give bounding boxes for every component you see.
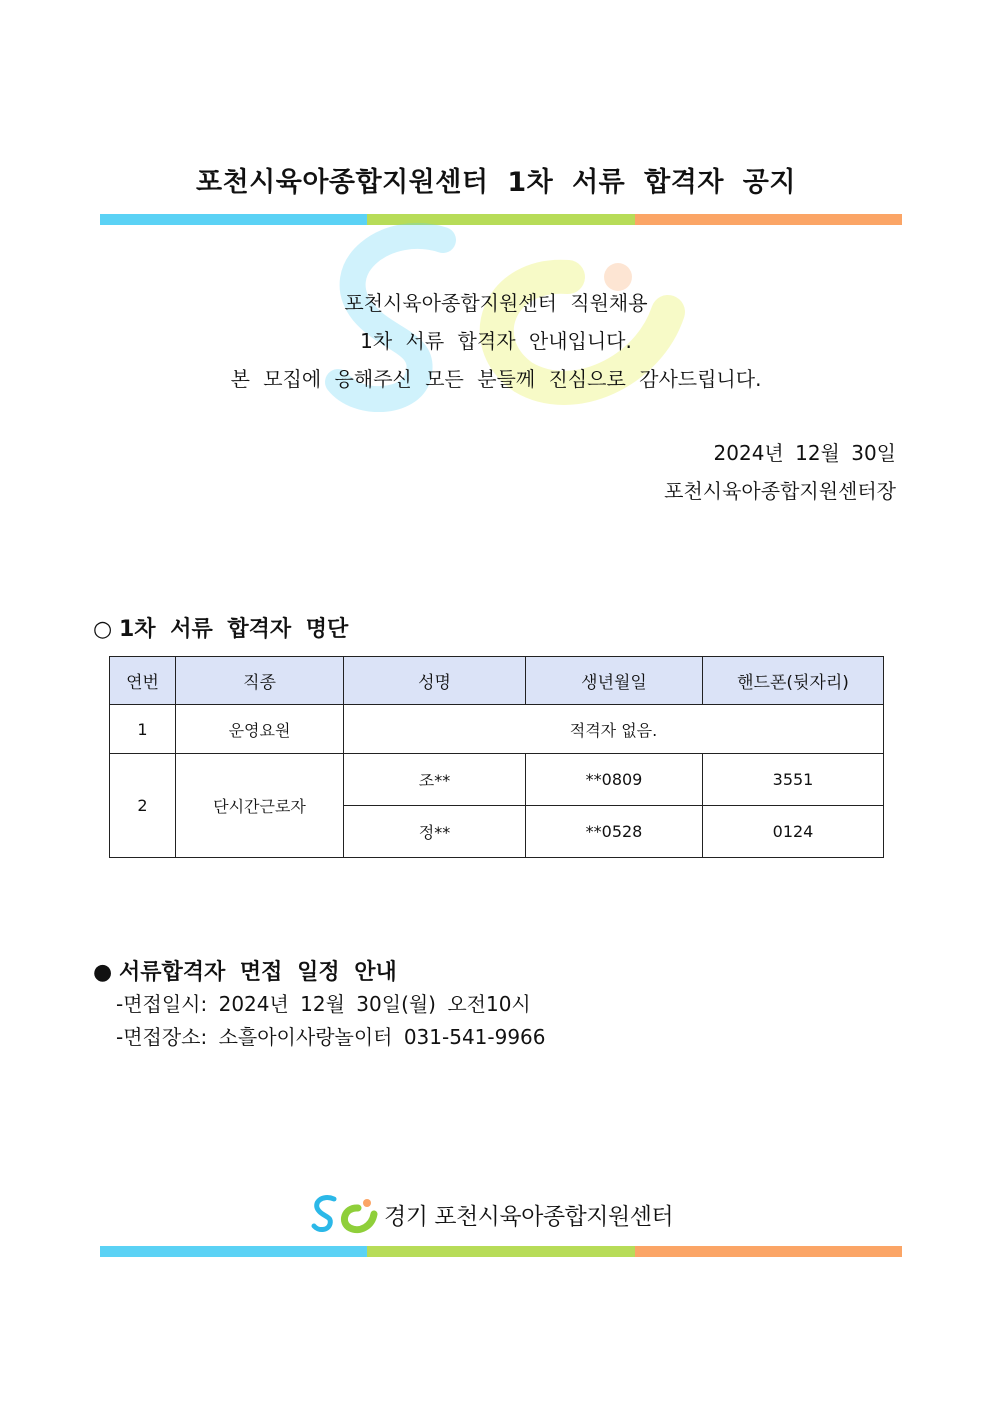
- table-row: [110, 705, 884, 754]
- section-heading-list: [93, 612, 348, 643]
- notice-date: 2024년 12월 30일: [713, 441, 896, 465]
- row-number: 2: [110, 754, 176, 858]
- bar-segment-orange: [635, 1246, 902, 1257]
- applicant-birth: **0528: [526, 806, 703, 858]
- header-cell: 생년월일: [526, 657, 703, 705]
- applicant-birth: **0809: [526, 754, 703, 806]
- job-type: 단시간근로자: [176, 754, 344, 858]
- center-logo-icon: [310, 1193, 378, 1235]
- applicant-phone: 0124: [703, 806, 884, 858]
- header-cell: 직종: [176, 657, 344, 705]
- bottom-color-bar: [100, 1246, 902, 1257]
- bar-segment-blue: [100, 1246, 367, 1257]
- bar-segment-green: [367, 1246, 634, 1257]
- header-cell: 핸드폰(뒷자리): [703, 657, 884, 705]
- header-cell: 연번: [110, 657, 176, 705]
- header-cell: 성명: [344, 657, 526, 705]
- interview-details: [116, 988, 546, 1054]
- table-header-row: [110, 657, 884, 705]
- page-title: 포천시육아종합지원센터 1차 서류 합격자 공지: [196, 167, 796, 198]
- applicant-phone: 3551: [703, 754, 884, 806]
- footer-logo: [310, 1193, 690, 1235]
- applicant-name: 정**: [344, 806, 526, 858]
- hollow-circle-icon: ○: [93, 617, 113, 642]
- filled-circle-icon: ●: [93, 960, 113, 985]
- intro-line: 1차 서류 합격자 안내입니다.: [360, 329, 632, 353]
- row-number: 1: [110, 705, 176, 754]
- interview-datetime: -면접일시: 2024년 12월 30일(월) 오전10시: [116, 992, 531, 1016]
- intro-line: 포천시육아종합지원센터 직원채용: [344, 291, 648, 315]
- section-heading-text: 1차 서류 합격자 명단: [119, 617, 349, 642]
- signature-block: [664, 434, 896, 510]
- no-candidate-note: 적격자 없음.: [344, 705, 884, 754]
- applicant-name: 조**: [344, 754, 526, 806]
- interview-location: -면접장소: 소흘아이사랑놀이터 031-541-9966: [116, 1025, 546, 1049]
- intro-text: [0, 284, 992, 398]
- section-heading-interview: [93, 955, 397, 986]
- footer-org-name: 경기 포천시육아종합지원센터: [384, 1203, 674, 1230]
- section-heading-text: 서류합격자 면접 일정 안내: [119, 960, 397, 985]
- intro-line: 본 모집에 응해주신 모든 분들께 진심으로 감사드립니다.: [230, 367, 762, 391]
- applicant-table: [109, 656, 884, 858]
- table-row: [110, 754, 884, 806]
- job-type: 운영요원: [176, 705, 344, 754]
- issuer-name: 포천시육아종합지원센터장: [664, 479, 896, 503]
